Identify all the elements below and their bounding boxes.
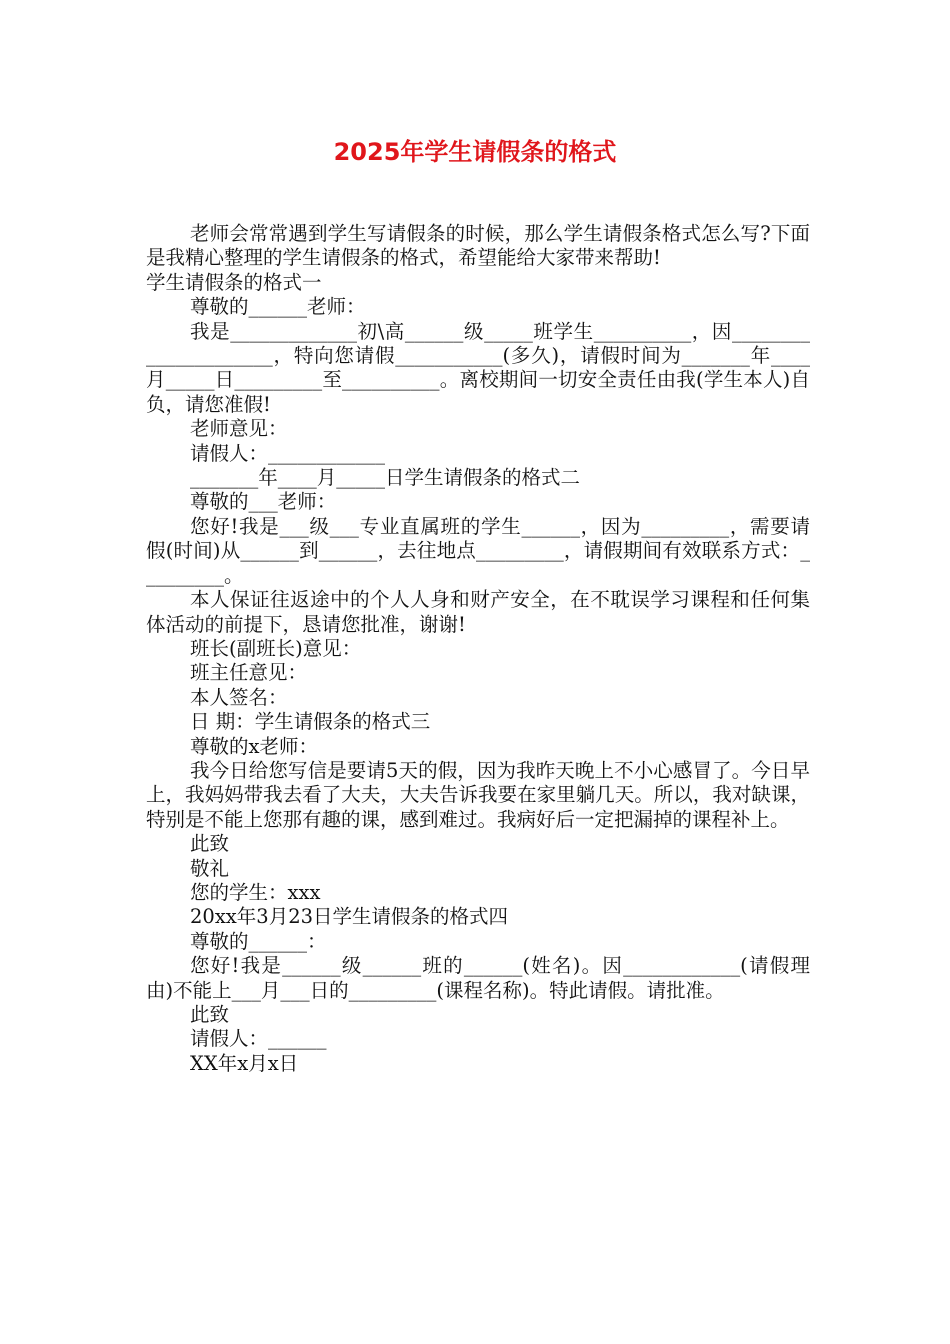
paragraph: 班主任意见： — [190, 661, 308, 685]
paragraph: 20xx年3月23日学生请假条的格式四 — [190, 905, 509, 929]
paragraph: 请假人：______ — [190, 1027, 327, 1051]
paragraph: 尊敬的______老师： — [190, 295, 366, 319]
paragraph: 我是_____________初\高______级_____班学生__________，因_____________________，特向您请假___________(多久)，请假时间为_______年____月_____日_________至__________。离校期间一切安全责任由我(学生本人)自负，请您准假! — [146, 319, 810, 416]
paragraph: 班长(副班长)意见： — [190, 636, 362, 660]
paragraph: 此致 — [190, 832, 230, 856]
paragraph: 您的学生：xxx — [190, 880, 321, 904]
paragraph: 本人签名： — [190, 685, 288, 709]
document-body — [146, 222, 810, 1076]
paragraph: 请假人：____________ — [190, 441, 386, 465]
paragraph: 学生请假条的格式一 — [146, 270, 322, 294]
paragraph: _______年____月_____日学生请假条的格式二 — [190, 466, 581, 490]
paragraph: 我今日给您写信是要请5天的假，因为我昨天晚上不小心感冒了。今日早上，我妈妈带我去看了大夫，大夫告诉我要在家里躺几天。所以，我对缺课，特别是不能上您那有趣的课，感到难过。我病好后一定把漏掉的课程补上。 — [146, 758, 810, 831]
document-title: 2025年学生请假条的格式 — [333, 138, 617, 166]
paragraph: 您好!我是___级___专业直属班的学生______，因为_________，需要请假(时间)从______到______，去往地点_________，请假期间有效联系方式：_________。 — [146, 514, 810, 587]
paragraph: 此致 — [190, 1003, 230, 1026]
paragraph: 尊敬的___老师： — [190, 490, 337, 514]
paragraph: 您好!我是______级______班的______(姓名)。因____________(请假理由)不能上___月___日的_________(课程名称)。特此请假。请批准。 — [146, 954, 810, 1002]
paragraph: 日 期：学生请假条的格式三 — [190, 710, 431, 734]
paragraph: 敬礼 — [190, 856, 230, 880]
paragraph: 老师会常常遇到学生写请假条的时候，那么学生请假条格式怎么写?下面是我精心整理的学生请假条的格式，希望能给大家带来帮助! — [146, 222, 810, 270]
paragraph: 老师意见： — [190, 417, 288, 441]
paragraph: 尊敬的______： — [190, 929, 327, 953]
paragraph: 本人保证往返途中的个人人身和财产安全，在不耽误学习课程和任何集体活动的前提下，恳请您批准，谢谢! — [146, 588, 810, 636]
paragraph: 尊敬的x老师： — [190, 734, 318, 758]
paragraph: XX年x月x日 — [190, 1051, 299, 1075]
